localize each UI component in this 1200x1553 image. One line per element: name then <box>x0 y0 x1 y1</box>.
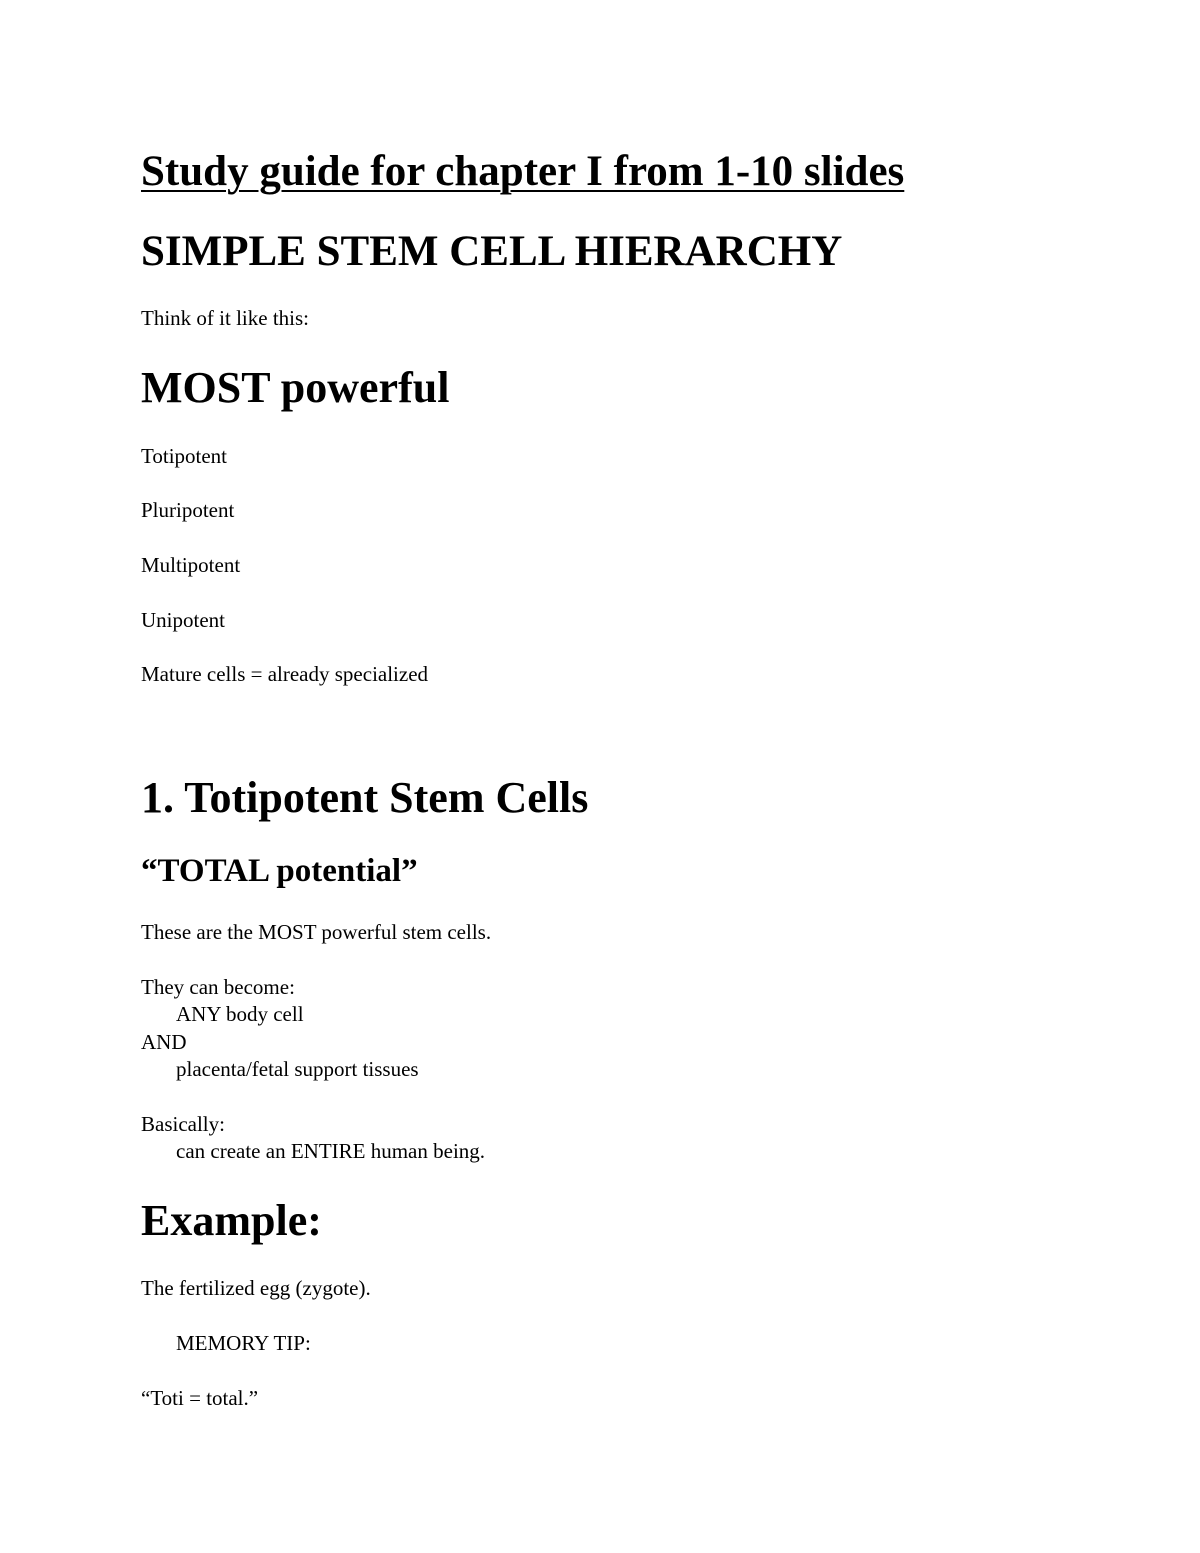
hierarchy-item-totipotent: Totipotent <box>141 444 228 468</box>
can-become-item-placenta: placenta/fetal support tissues <box>176 1057 419 1081</box>
memory-tip-text: “Toti = total.” <box>141 1386 259 1410</box>
section1-paragraph: These are the MOST powerful stem cells. <box>141 920 492 944</box>
memory-tip-label: MEMORY TIP: <box>176 1331 311 1355</box>
intro-text: Think of it like this: <box>141 306 309 330</box>
can-become-label: They can become: <box>141 975 295 999</box>
basically-label: Basically: <box>141 1112 225 1136</box>
section1-heading: 1. Totipotent Stem Cells <box>141 773 589 822</box>
and-label: AND <box>141 1030 187 1054</box>
basically-text: can create an ENTIRE human being. <box>176 1139 486 1163</box>
example-text: The fertilized egg (zygote). <box>141 1276 371 1300</box>
can-become-item-body-cell: ANY body cell <box>176 1002 304 1026</box>
example-heading: Example: <box>141 1196 322 1245</box>
most-powerful-heading: MOST powerful <box>141 363 450 412</box>
hierarchy-item-mature-cells: Mature cells = already specialized <box>141 662 429 686</box>
hierarchy-heading: SIMPLE STEM CELL HIERARCHY <box>141 228 843 275</box>
section1-subheading: “TOTAL potential” <box>141 853 418 889</box>
hierarchy-item-multipotent: Multipotent <box>141 553 241 577</box>
hierarchy-item-unipotent: Unipotent <box>141 608 225 632</box>
hierarchy-item-pluripotent: Pluripotent <box>141 498 235 522</box>
document-title: Study guide for chapter I from 1-10 slides <box>141 148 905 195</box>
